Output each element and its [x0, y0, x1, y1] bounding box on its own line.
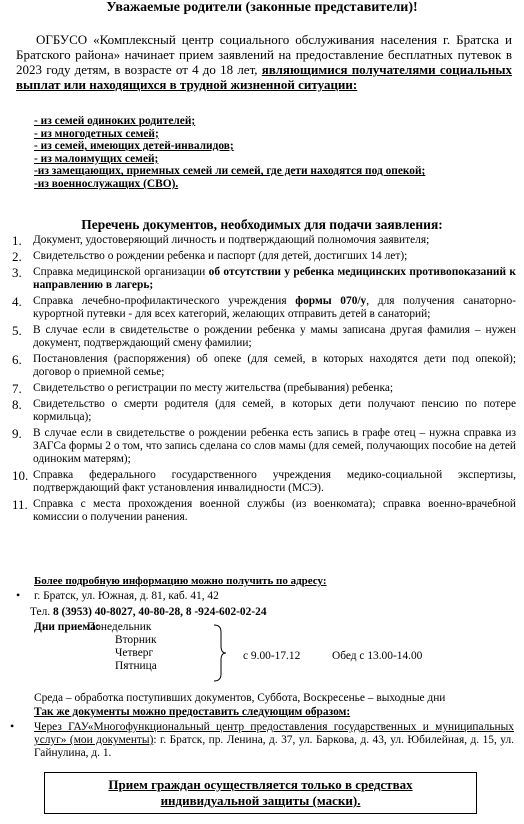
phone-line: [30, 606, 267, 619]
document-text-plain: Справка медицинской организации: [33, 266, 209, 278]
alt-submission-text: [34, 721, 514, 760]
document-item: [12, 469, 516, 495]
bullet-icon: •: [10, 719, 15, 733]
document-item: [12, 398, 516, 424]
document-item: [12, 427, 516, 466]
document-item: [12, 382, 516, 395]
hours-text: с 9.00-17.12: [243, 650, 301, 662]
document-number: 3.: [12, 265, 22, 280]
category-item: - из семей, имеющих детей-инвалидов;: [34, 140, 234, 153]
notice-line-1: Прием граждан осуществляется только в средствах: [108, 777, 413, 792]
intro-bold-text: являющимися получателями социальных выплат или находящихся в трудной жизненной ситуации:: [16, 62, 512, 92]
notice-line-2: индивидуальной защиты (маски).: [160, 793, 361, 808]
more-info-heading: Более подробную информацию можно получить по адресу:: [34, 575, 327, 587]
document-text: [33, 295, 516, 321]
phone-numbers: 8 (3953) 40-8027, 40-80-28, 8 -924-602-02-24: [52, 606, 267, 618]
document-text-plain: , для получения санаторно-курортной путевки - для всех категорий, желающих отправить детей в санаторий;: [33, 295, 516, 320]
day-item: Четверг: [115, 647, 154, 659]
document-item: [12, 295, 516, 321]
weekend-note: Среда – обработка поступивших документов, Суббота, Воскресенье – выходные дни: [34, 692, 446, 704]
document-text: Справка федерального государственного учреждения медико-социальной экспертизы, подтверждающий факт установления инвалидности (МСЭ).: [33, 469, 516, 494]
category-item: - из малоимущих семей;: [34, 152, 159, 165]
document-text: Свидетельство о регистрации по месту жительства (пребывания) ребенка;: [33, 382, 394, 394]
document-number: 1.: [12, 233, 22, 248]
mfc-link[interactable]: Через ГАУ«Многофункциональный центр предоставления государственных и муниципальных услуг» (мои документы): [34, 721, 514, 746]
intro-text: ОГБУСО «Комплексный центр социального обслуживания населения г. Братска и Братского района» начинает прием заявлений на предоставление бесплатных путевок в 2023 году детям, в возрасте от 4 до 18 лет,: [16, 32, 512, 77]
document-text: В случае если в свидетельстве о рождении ребенка есть запись в графе отец – нужна справка из ЗАГСа формы 2 о том, что запись сделана со слов мамы (для семей, получающих пособие на детей одиноким матерям);: [33, 427, 516, 465]
category-item: -из военнослужащих (СВО).: [34, 177, 179, 190]
document-number: 6.: [12, 352, 22, 367]
alt-submission-heading: Так же документы можно предоставить следующим образом:: [34, 706, 351, 718]
document-text: Свидетельство о смерти родителя (для семей, в которых дети получают пенсию по потере кормильца);: [33, 398, 516, 423]
document-number: 7.: [12, 381, 22, 396]
document-item: [12, 324, 516, 350]
day-item: Вторник: [115, 634, 157, 646]
document-item: [12, 353, 516, 379]
document-number: 8.: [12, 397, 22, 412]
days-list: [87, 621, 157, 673]
document-text: Справка с места прохождения военной службы (из военкомата); справка военно-врачебной комиссии о получении ранения.: [33, 498, 516, 523]
document-number: 11.: [12, 497, 28, 512]
document-text: В случае если в свидетельстве о рождении ребенка у мамы записана другая фамилия – нужен документ, подтверждающий смену фамилии;: [33, 324, 516, 349]
document-item: [12, 498, 516, 524]
days-label: Дни приема:: [34, 621, 100, 633]
document-number: 10.: [12, 468, 29, 483]
mfc-addresses: : г. Братск, пр. Ленина, д. 37, ул. Баркова, д. 43, ул. Юбилейная, д. 15, ул. Гайнулина, д. 1.: [34, 734, 514, 759]
document-text: Постановления (распоряжения) об опеке (для семей, в которых находятся дети под опекой); договор о приемной семье;: [33, 353, 516, 378]
document-text-plain: Справка лечебно-профилактического учреждения: [33, 295, 296, 307]
bullet-icon: •: [16, 588, 21, 602]
document-text: [33, 266, 516, 292]
phone-label: Тел.: [30, 606, 53, 618]
page-title: Уважаемые родители (законные представители)!: [106, 0, 418, 15]
document-text-bold: об отсутствии у ребенка медицинских противопоказаний к направлению в лагерь;: [33, 266, 516, 291]
document-text-bold: формы 070/у: [295, 295, 367, 307]
category-item: - из многодетных семей;: [34, 127, 159, 140]
document-text: Свидетельство о рождении ребенка и паспорт (для детей, достигших 14 лет);: [33, 250, 408, 262]
document-item: [12, 250, 516, 263]
document-text: Документ, удостоверяющий личность и подтверждающий полномочия заявителя;: [33, 234, 430, 246]
documents-list: [12, 234, 516, 527]
document-number: 4.: [12, 294, 22, 309]
lunch-text: Обед с 13.00-14.00: [332, 650, 423, 662]
day-item: Пятница: [115, 660, 157, 672]
document-number: 2.: [12, 249, 22, 264]
document-item: [12, 266, 516, 292]
address-text: г. Братск, ул. Южная, д. 81, каб. 41, 42: [34, 590, 219, 602]
documents-heading: Перечень документов, необходимых для подачи заявления:: [81, 217, 443, 232]
category-item: -из замещающих, приемных семей ли семей, где дети находятся под опекой;: [34, 165, 426, 178]
document-number: 5.: [12, 323, 22, 338]
right-brace-icon: [213, 624, 227, 682]
category-item: - из семей одиноких родителей;: [34, 115, 196, 127]
day-item: Понедельник: [87, 621, 152, 633]
mask-notice-box: [44, 772, 477, 814]
document-item: [12, 234, 516, 247]
document-number: 9.: [12, 426, 22, 441]
intro-paragraph: [16, 32, 512, 92]
categories-list: [34, 115, 504, 191]
